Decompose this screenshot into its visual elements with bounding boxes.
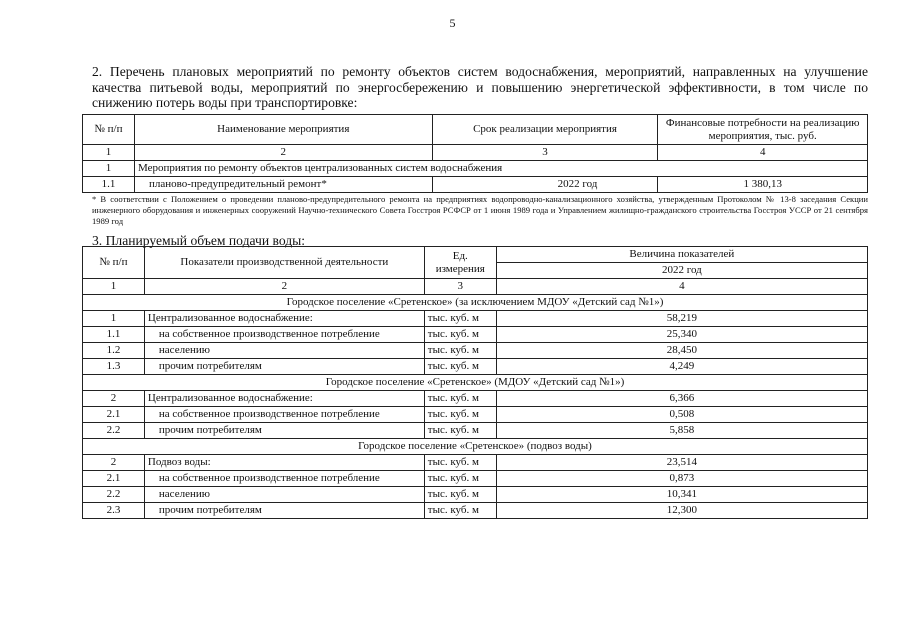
water-supply-table	[82, 246, 868, 519]
row-unit: тыс. куб. м	[424, 359, 496, 375]
row-name: Централизованное водоснабжение:	[144, 391, 424, 407]
header-num: № п/п	[83, 247, 145, 279]
header-year: 2022 год	[496, 263, 867, 279]
row-num: 1.2	[83, 343, 145, 359]
row-num: 2.1	[83, 407, 145, 423]
row-value: 25,340	[496, 327, 867, 343]
row-num: 2.2	[83, 423, 145, 439]
column-number-row	[83, 145, 868, 161]
col-number: 3	[424, 279, 496, 295]
column-number-row	[83, 279, 868, 295]
row-value: 4,249	[496, 359, 867, 375]
row-name: на собственное производственное потребление	[144, 407, 424, 423]
section-3-heading: 3. Планируемый объем подачи воды:	[92, 233, 306, 248]
row-term: 2022 год	[432, 177, 658, 193]
row-name: Подвоз воды:	[144, 455, 424, 471]
row-cost: 1 380,13	[658, 177, 868, 193]
row-num: 2	[83, 455, 145, 471]
row-num: 1.1	[83, 177, 135, 193]
row-value: 23,514	[496, 455, 867, 471]
table-row	[83, 487, 868, 503]
row-name: населению	[144, 343, 424, 359]
header-unit: Ед. измерения	[424, 247, 496, 279]
header-value: Величина показателей	[496, 247, 867, 263]
table-row	[83, 311, 868, 327]
row-value: 12,300	[496, 503, 867, 519]
row-num: 2.3	[83, 503, 145, 519]
group-title: Мероприятия по ремонту объектов централизованных систем водоснабжения	[134, 161, 867, 177]
row-unit: тыс. куб. м	[424, 455, 496, 471]
row-value: 58,219	[496, 311, 867, 327]
table-row	[83, 327, 868, 343]
col-number: 1	[83, 145, 135, 161]
row-name: на собственное производственное потребление	[144, 471, 424, 487]
row-num: 2.1	[83, 471, 145, 487]
table-row	[83, 503, 868, 519]
table-row	[83, 177, 868, 193]
row-name: прочим потребителям	[144, 503, 424, 519]
row-name: прочим потребителям	[144, 359, 424, 375]
group-title: Городское поселение «Сретенское» (подвоз воды)	[83, 439, 868, 455]
row-name: Централизованное водоснабжение:	[144, 311, 424, 327]
group-row	[83, 161, 868, 177]
row-unit: тыс. куб. м	[424, 503, 496, 519]
row-name: прочим потребителям	[144, 423, 424, 439]
table-row	[83, 343, 868, 359]
group-title: Городское поселение «Сретенское» (за исключением МДОУ «Детский сад №1»)	[83, 295, 868, 311]
header-measure-name: Наименование мероприятия	[134, 115, 432, 145]
row-value: 0,508	[496, 407, 867, 423]
row-unit: тыс. куб. м	[424, 407, 496, 423]
water-supply-body	[83, 295, 868, 519]
row-unit: тыс. куб. м	[424, 327, 496, 343]
row-unit: тыс. куб. м	[424, 487, 496, 503]
page-number: 5	[449, 16, 456, 30]
table-row	[83, 455, 868, 471]
table-row	[83, 359, 868, 375]
group-row	[83, 295, 868, 311]
col-number: 4	[496, 279, 867, 295]
table-row	[83, 423, 868, 439]
row-num: 1	[83, 311, 145, 327]
table-row	[83, 391, 868, 407]
footnote: * В соответствии с Положением о проведении планово-предупредительного ремонта на предприятиях водопроводно-канализационного хозяйства, утвержденным Протоколом № 13-8 заседания Секции инженерного оборудования и инженерных сооружений Научно-технического Совета Госстроя РСФСР от 1 июня 1989 года и Управлением жилищно-гражданского строительства Госстроя УССР от 21 сентября 1989 год	[92, 194, 868, 226]
row-value: 5,858	[496, 423, 867, 439]
col-number: 2	[134, 145, 432, 161]
row-num: 1.3	[83, 359, 145, 375]
col-number: 2	[144, 279, 424, 295]
row-name: планово-предупредительный ремонт*	[134, 177, 432, 193]
table-row	[83, 407, 868, 423]
header-cost: Финансовые потребности на реализацию мероприятия, тыс. руб.	[658, 115, 868, 145]
group-title: Городское поселение «Сретенское» (МДОУ «Детский сад №1»)	[83, 375, 868, 391]
table-row	[83, 471, 868, 487]
repair-measures-table	[82, 114, 868, 193]
header-term: Срок реализации мероприятия	[432, 115, 658, 145]
row-unit: тыс. куб. м	[424, 391, 496, 407]
row-value: 0,873	[496, 471, 867, 487]
table-header-row	[83, 247, 868, 263]
row-num: 2.2	[83, 487, 145, 503]
row-num: 1.1	[83, 327, 145, 343]
row-value: 10,341	[496, 487, 867, 503]
row-unit: тыс. куб. м	[424, 343, 496, 359]
group-num: 1	[83, 161, 135, 177]
col-number: 4	[658, 145, 868, 161]
col-number: 3	[432, 145, 658, 161]
row-num: 2	[83, 391, 145, 407]
row-value: 28,450	[496, 343, 867, 359]
row-unit: тыс. куб. м	[424, 471, 496, 487]
group-row	[83, 439, 868, 455]
row-unit: тыс. куб. м	[424, 423, 496, 439]
row-name: населению	[144, 487, 424, 503]
col-number: 1	[83, 279, 145, 295]
header-num: № п/п	[83, 115, 135, 145]
row-unit: тыс. куб. м	[424, 311, 496, 327]
section-2-heading: 2. Перечень плановых мероприятий по ремонту объектов систем водоснабжения, мероприятий, направленных на улучшение качества питьевой воды, мероприятий по энергосбережению и повышению энергетической эффективности, в том числе по снижению потерь воды при транспортировке:	[92, 64, 868, 110]
table-header-row	[83, 115, 868, 145]
row-value: 6,366	[496, 391, 867, 407]
row-name: на собственное производственное потребление	[144, 327, 424, 343]
group-row	[83, 375, 868, 391]
header-indicator: Показатели производственной деятельности	[144, 247, 424, 279]
